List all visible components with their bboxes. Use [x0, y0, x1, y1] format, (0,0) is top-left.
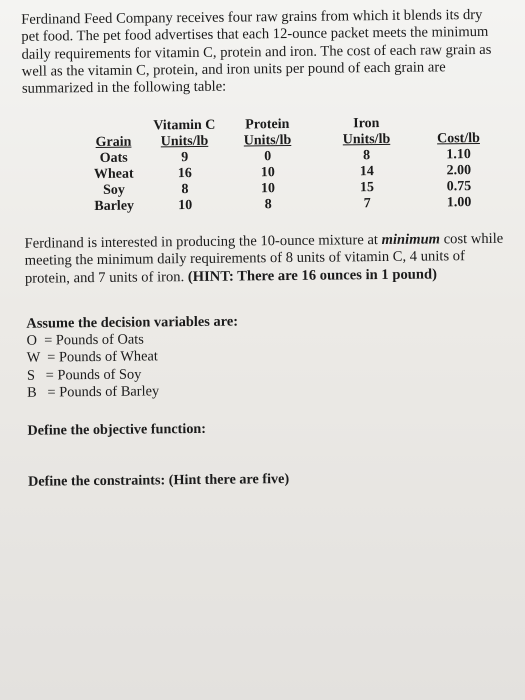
paragraph-line: meeting the minimum daily requirements of 8 units of vitamin C, 4 units of [24, 248, 465, 270]
table-cell: 2.00 [446, 163, 472, 179]
table-cell: 1.00 [446, 195, 472, 211]
text-run: protein, and 7 units of iron. [24, 268, 188, 287]
table-cell: 8 [363, 148, 371, 164]
text-run: Ferdinand is interested in producing the 10-ounce mixture at [24, 232, 382, 252]
table-cell: Barley [94, 198, 135, 215]
table-cell: Oats [99, 150, 128, 166]
table-row [85, 195, 493, 215]
table-cell: 14 [359, 164, 374, 180]
intro-line: Ferdinand Feed Company receives four raw grains from which it blends its dry [21, 6, 483, 28]
variable-definition: W = Pounds of Wheat [26, 348, 158, 367]
table-cell: 8 [264, 197, 272, 213]
table-cell: 0.75 [446, 179, 472, 195]
section-heading: Assume the decision variables are: [26, 313, 239, 332]
table-cell: Wheat [93, 166, 134, 183]
intro-line: pet food. The pet food advertises that each 12-ounce packet meets the minimum [21, 24, 489, 46]
header-cell: Cost/lb [436, 130, 480, 147]
header-cell: Units/lb [160, 133, 209, 150]
table-cell: 0 [264, 149, 272, 165]
constraints-heading: Define the constraints: (Hint there are five) [27, 470, 290, 490]
table-cell: 9 [181, 150, 189, 166]
variable-definition: O = Pounds of Oats [26, 331, 144, 349]
emphasis-minimum: minimum [381, 231, 441, 249]
header-cell [424, 115, 492, 132]
header-cell: Vitamin C [153, 117, 216, 134]
table-cell: 10 [178, 197, 193, 214]
ounce-hint: (HINT: There are 16 ounces in 1 pound) [187, 266, 438, 285]
table-cell: 16 [177, 166, 192, 182]
table-cell: 10 [260, 165, 275, 181]
header-cell: Protein [245, 116, 290, 133]
variable-definition: B = Pounds of Barley [27, 383, 160, 401]
variable-definition: S = Pounds of Soy [26, 366, 142, 384]
requirements-paragraph [24, 230, 525, 288]
text-run: cost while [439, 230, 504, 248]
table-cell: 15 [359, 180, 375, 196]
problem-intro [21, 7, 522, 99]
table-cell: 7 [363, 196, 371, 212]
table-cell: 8 [181, 182, 189, 198]
decision-variables-block [26, 314, 238, 402]
intro-line: well as the vitamin C, protein, and iron units per pound of each grain are [21, 59, 446, 80]
intro-line: daily requirements for vitamin C, protein and iron. The cost of each raw grain as [21, 41, 492, 63]
header-cell: Iron [353, 116, 380, 132]
header-cell: Units/lb [342, 131, 391, 148]
intro-line: summarized in the following table: [21, 78, 227, 97]
header-cell: Units/lb [243, 132, 292, 149]
table-cell: Soy [103, 182, 125, 198]
header-cell [84, 119, 142, 136]
table-cell: 1.10 [446, 147, 471, 163]
grain-nutrient-table [84, 115, 493, 215]
table-cell: 10 [260, 181, 276, 197]
objective-heading: Define the objective function: [27, 420, 207, 439]
header-cell: Grain [95, 134, 132, 151]
